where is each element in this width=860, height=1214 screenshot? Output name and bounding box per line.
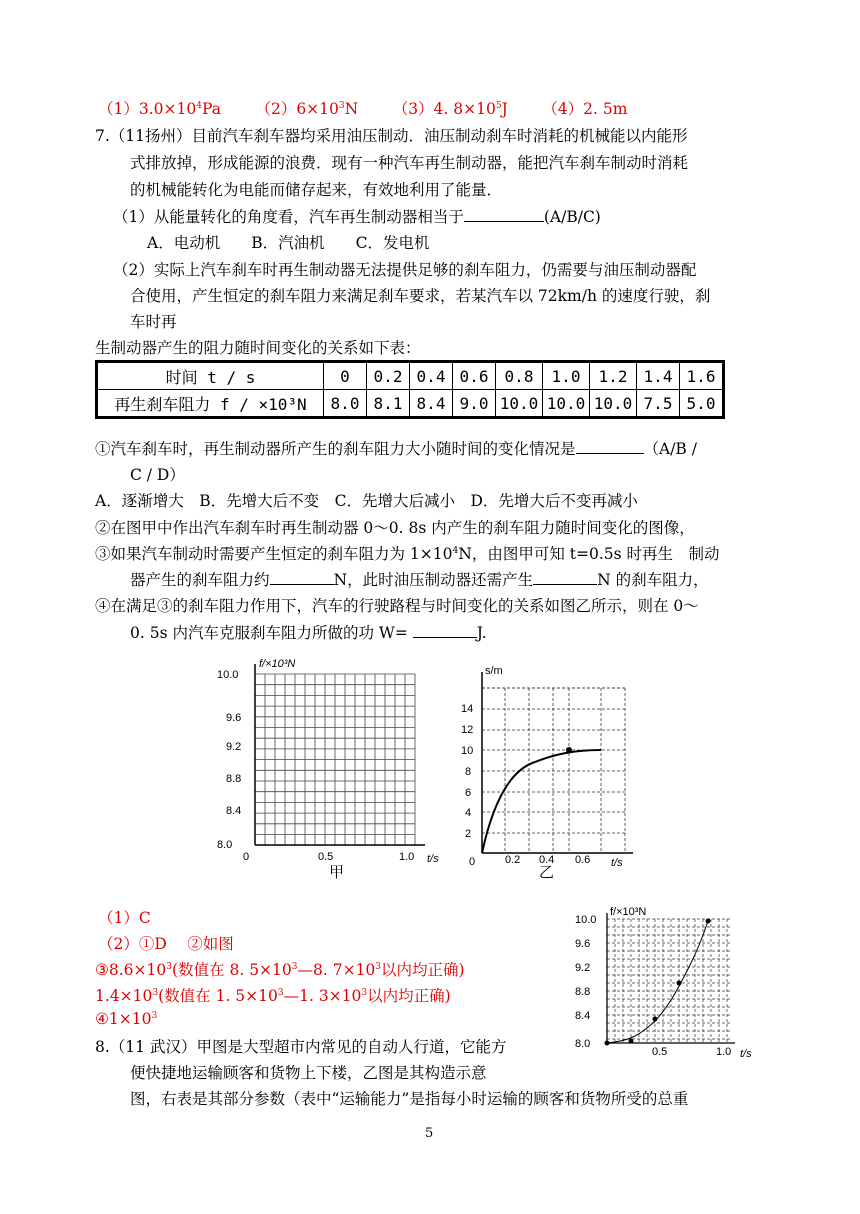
q7-line2: 式排放掉，形成能源的浪费．现有一种汽车再生制动器，能把汽车刹车制动时消耗 — [130, 154, 689, 172]
x-tick: 0.2 — [505, 854, 521, 866]
graph-jia-caption: 甲 — [329, 863, 345, 881]
x-tick: 0.5 — [318, 851, 334, 863]
table-cell: 0.6 — [453, 362, 496, 390]
distance-curve — [482, 750, 601, 853]
q7-part2-line1: （2）实际上汽车刹车时再生制动器无法提供足够的刹车阻力，仍需要与油压制动器配 — [113, 261, 697, 279]
y-tick: 8.0 — [575, 1038, 591, 1050]
table-header-force: 再生刹车阻力 f / ×10³N — [97, 390, 324, 418]
y-tick: 12 — [461, 724, 474, 736]
q7-sub3-line2: 器产生的刹车阻力约 N，此时油压制动器还需产生 N 的刹车阻力， — [130, 571, 709, 589]
table-cell: 7.5 — [637, 390, 680, 418]
q7-part1-options: A．电动机 B．汽油机 C．发电机 — [147, 234, 430, 252]
y-tick: 8.4 — [226, 805, 242, 817]
table-cell: 8.1 — [367, 390, 410, 418]
q8-line1: 8.（11 武汉）甲图是大型超市内常见的自动人行道，它能方 — [95, 1038, 507, 1056]
x-tick: 0 — [243, 851, 250, 863]
y-tick: 14 — [461, 703, 474, 715]
q7-part1: （1）从能量转化的角度看，汽车再生制动器相当于 (A/B/C) — [113, 208, 601, 226]
answer-point — [605, 1041, 610, 1046]
y-tick: 8.4 — [575, 1010, 591, 1022]
answer-2: （2）①D ②如图 — [98, 935, 234, 953]
q8-line3: 图，右表是其部分参数（表中“运输能力”是指每小时运输的顾客和货物所受的总重 — [130, 1090, 689, 1108]
answer-graph-ylabel: f/×10³N — [610, 906, 647, 918]
table-cell: 10.0 — [590, 390, 637, 418]
table-cell: 1.4 — [637, 362, 680, 390]
y-tick: 9.2 — [226, 741, 242, 753]
y-tick: 8.0 — [217, 839, 233, 851]
x-tick: 0.4 — [539, 854, 555, 866]
q7-sub4-line2: 0. 5s 内汽车克服刹车阻力所做的功 W= J. — [130, 624, 487, 642]
q7-sub1: ①汽车刹车时，再生制动器所产生的刹车阻力大小随时间的变化情况是 （A/B / — [95, 440, 697, 458]
x-tick: 0 — [469, 856, 476, 868]
graph-jia-ylabel: f/×10³N — [259, 658, 296, 670]
graph-yi-xlabel: t/s — [611, 857, 623, 869]
table-cell: 1.2 — [590, 362, 637, 390]
answer-point — [677, 981, 682, 986]
q8-line2: 便快捷地运输顾客和货物上下楼，乙图是其构造示意 — [130, 1064, 487, 1082]
answer-3b: $1.4\times 10^3$(数值在 1. $5\times 10^3—1$. $3\times 10^3$以内均正确) — [95, 987, 451, 1005]
y-tick: 10 — [461, 745, 474, 757]
y-tick: 9.2 — [575, 962, 591, 974]
table-cell: 10.0 — [496, 390, 543, 418]
table-cell: 5.0 — [680, 390, 724, 418]
graph-jia — [213, 652, 443, 882]
answer-point — [706, 919, 711, 924]
answer-3a: $③8.6\times 10^3$(数值在 8. $5\times 10^3—8$. $7\times 10^3$以内均正确) — [95, 961, 465, 979]
y-tick: 10.0 — [575, 914, 597, 926]
y-tick: 4 — [465, 807, 472, 819]
q7-sub1-options: A．逐渐增大 B．先增大后不变 C．先增大后减小 D．先增大后不变再减小 — [95, 492, 638, 510]
answer-1: （1）C — [98, 909, 151, 927]
y-tick: 9.6 — [575, 938, 591, 950]
table-cell: 0.2 — [367, 362, 410, 390]
table-cell: 10.0 — [543, 390, 590, 418]
table-cell: 1.0 — [543, 362, 590, 390]
y-tick: 8.8 — [575, 986, 591, 998]
q7-line3: 的机械能转化为电能而储存起来，有效地利用了能量． — [130, 181, 503, 199]
x-tick: 1.0 — [716, 1046, 732, 1058]
table-cell: 0.8 — [496, 362, 543, 390]
answer-4: $④1\times 10^3$ — [95, 1010, 158, 1028]
x-tick: 1.0 — [399, 851, 415, 863]
page-number: 5 — [425, 1126, 434, 1141]
previous-answers: $(1)3.0\times 10^4Pa$ $(2)6\times 10^3N$ （3）4. $8\times 10^5J$ （4）2. 5m — [98, 100, 628, 118]
curve-point — [566, 747, 572, 753]
y-tick: 6 — [465, 787, 472, 799]
answer-curve — [607, 921, 708, 1043]
graph-jia-xlabel: t/s — [427, 853, 439, 865]
answer-graph — [570, 905, 770, 1065]
y-tick: 2 — [465, 828, 472, 840]
x-tick: 0.5 — [652, 1046, 668, 1058]
y-tick: 9.6 — [226, 712, 242, 724]
table-header-time: 时间 t / s — [97, 362, 324, 390]
y-tick: 8.8 — [226, 773, 242, 785]
table-cell: 9.0 — [453, 390, 496, 418]
table-cell: 8.4 — [410, 390, 453, 418]
q7-sub4: ④在满足③的刹车阻力作用下，汽车的行驶路程与时间变化的关系如图乙所示，则在 0～ — [95, 597, 699, 615]
x-tick: 0.6 — [575, 854, 591, 866]
graph-yi — [455, 652, 655, 882]
q7-sub1-line2: C / D） — [130, 466, 185, 484]
q7-part2-line4: 生制动器产生的阻力随时间变化的关系如下表： — [95, 339, 421, 357]
table-row — [97, 390, 724, 418]
table-cell: 8.0 — [324, 390, 367, 418]
table-row — [97, 362, 724, 390]
answer-graph-xlabel: t/s — [740, 1048, 752, 1060]
q7-title: 7.（11扬州）目前汽车刹车器均采用油压制动．油压制动刹车时消耗的机械能以内能形 — [95, 127, 688, 145]
y-tick: 8 — [465, 766, 472, 778]
y-tick: 10.0 — [217, 669, 239, 681]
graph-yi-caption: 乙 — [539, 863, 555, 881]
table-cell: 1.6 — [680, 362, 724, 390]
table-cell: 0.4 — [410, 362, 453, 390]
q7-part2-line3: 车时再 — [130, 313, 177, 331]
q7-sub2: ②在图甲中作出汽车刹车时再生制动器 0～0. 8s 内产生的刹车阻力随时间变化的图像， — [95, 519, 695, 537]
table-cell: 0 — [324, 362, 367, 390]
q7-part2-line2: 合使用，产生恒定的刹车阻力来满足刹车要求，若某汽车以 72km/h 的速度行驶，刹 — [130, 287, 711, 305]
answer-point — [629, 1039, 634, 1044]
graph-yi-ylabel: s/m — [485, 665, 503, 677]
answer-point — [653, 1017, 658, 1022]
q7-sub3: ③如果汽车制动时需要产生恒定的刹车阻力为 $1\times 10^4N$，由图甲可知 t=0.5s 时再生 制动 — [95, 545, 720, 563]
data-table — [95, 360, 725, 419]
